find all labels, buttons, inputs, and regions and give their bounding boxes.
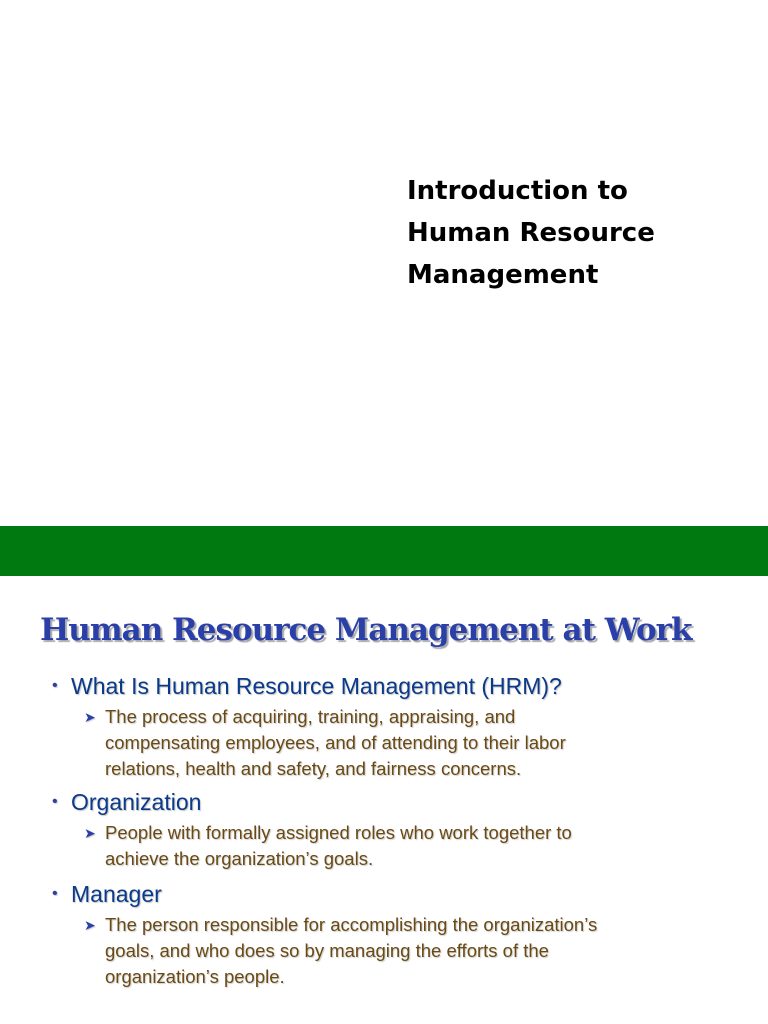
bullet-main (52, 880, 752, 908)
title-slide-title (407, 170, 747, 296)
bullet-item (52, 788, 752, 872)
arrowhead-icon: ➤ (84, 917, 96, 933)
bullet-main (52, 788, 752, 816)
bullet-dot-icon: • (52, 677, 58, 694)
title-line-2: Human Resource (407, 218, 655, 248)
bullet-item (52, 880, 752, 990)
bullet-label: Manager (71, 881, 162, 907)
bullet-dot-icon: • (52, 885, 58, 902)
sub-bullet-line: The person responsible for accomplishing the organization’s (105, 914, 598, 935)
sub-bullet (84, 704, 752, 782)
arrowhead-icon: ➤ (84, 709, 96, 725)
slide-divider-band (0, 526, 768, 576)
sub-bullet-line: organization’s people. (105, 966, 285, 987)
sub-bullet-line: The process of acquiring, training, appraising, and (105, 706, 516, 727)
bullet-list (52, 672, 752, 990)
sub-bullet (84, 820, 752, 872)
bullet-label: What Is Human Resource Management (HRM)? (71, 673, 562, 699)
sub-bullet-line: achieve the organization’s goals. (105, 848, 374, 869)
sub-bullet-line: People with formally assigned roles who work together to (105, 822, 572, 843)
bullet-label: Organization (71, 789, 202, 815)
bullet-dot-icon: • (52, 793, 58, 810)
sub-bullet-line: goals, and who does so by managing the efforts of the (105, 940, 549, 961)
bullet-main (52, 672, 752, 700)
sub-bullet-line: compensating employees, and of attending to their labor (105, 732, 566, 753)
bullet-item (52, 672, 752, 782)
sub-bullet (84, 912, 752, 990)
content-slide-heading: Human Resource Management at Work (40, 612, 692, 648)
title-line-3: Management (407, 260, 599, 290)
sub-bullet-line: relations, health and safety, and fairness concerns. (105, 758, 522, 779)
arrowhead-icon: ➤ (84, 825, 96, 841)
title-line-1: Introduction to (407, 176, 628, 206)
